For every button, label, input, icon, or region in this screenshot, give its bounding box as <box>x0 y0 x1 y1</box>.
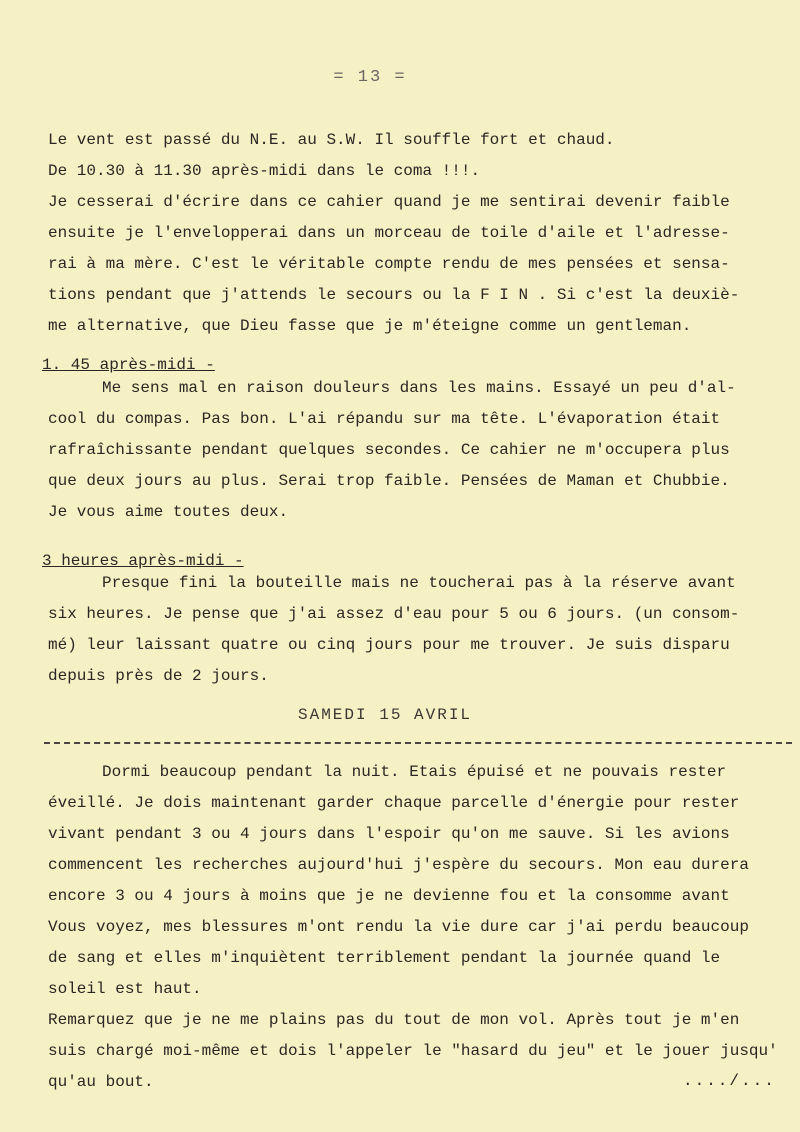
text-line: que deux jours au plus. Serai trop faible. Pensées de Maman et Chubbie. <box>48 472 730 490</box>
text-line: Vous voyez, mes blessures m'ont rendu la vie dure car j'ai perdu beaucoup <box>48 918 749 936</box>
text-line: Me sens mal en raison douleurs dans les mains. Essayé un peu d'al- <box>102 379 736 397</box>
entry-heading-3-heures: 3 heures après-midi - <box>42 552 244 570</box>
text-line: cool du compas. Pas bon. L'ai répandu sur ma tête. L'évaporation était <box>48 410 721 428</box>
text-line: encore 3 ou 4 jours à moins que je ne devienne fou et la consomme avant <box>48 887 730 905</box>
text-line: Je vous aime toutes deux. <box>48 503 289 521</box>
text-line: rai à ma mère. C'est le véritable compte rendu de mes pensées et sensa- <box>48 255 730 273</box>
text-line: suis chargé moi-même et dois l'appeler le "hasard du jeu" et le jouer jusqu' <box>48 1042 778 1060</box>
text-line: commencent les recherches aujourd'hui j'espère du secours. Mon eau durera <box>48 856 749 874</box>
entry-3-heures-body <box>48 568 800 692</box>
text-line: depuis près de 2 jours. <box>48 667 269 685</box>
text-line: de sang et elles m'inquiètent terriblement pendant la journée quand le <box>48 949 721 967</box>
continuation-mark: ..../... <box>683 1072 776 1090</box>
entry-1-45-body <box>48 373 800 528</box>
text-line: six heures. Je pense que j'ai assez d'eau pour 5 ou 6 jours. (un consom- <box>48 605 740 623</box>
section-title-date: SAMEDI 15 AVRIL <box>298 706 473 724</box>
text-line: ensuite je l'envelopperai dans un morceau de toile d'aile et l'adresse- <box>48 224 730 242</box>
text-line: me alternative, que Dieu fasse que je m'éteigne comme un gentleman. <box>48 317 692 335</box>
text-line: mé) leur laissant quatre ou cinq jours pour me trouver. Je suis disparu <box>48 636 730 654</box>
entry-heading-1-45: 1. 45 après-midi - <box>42 356 215 374</box>
text-line: qu'au bout. <box>48 1073 154 1091</box>
intro-paragraph <box>48 125 800 342</box>
dashed-divider <box>44 742 792 744</box>
text-line: Le vent est passé du N.E. au S.W. Il souffle fort et chaud. <box>48 131 615 149</box>
text-line: Dormi beaucoup pendant la nuit. Etais épuisé et ne pouvais rester <box>102 763 727 781</box>
text-line: éveillé. Je dois maintenant garder chaque parcelle d'énergie pour rester <box>48 794 740 812</box>
text-line: vivant pendant 3 ou 4 jours dans l'espoir qu'on me sauve. Si les avions <box>48 825 730 843</box>
text-line: Presque fini la bouteille mais ne toucherai pas à la réserve avant <box>102 574 736 592</box>
text-line: De 10.30 à 11.30 après-midi dans le coma !!!. <box>48 162 481 180</box>
text-line: rafraîchissante pendant quelques secondes. Ce cahier ne m'occupera plus <box>48 441 730 459</box>
entry-samedi-body <box>48 757 800 1098</box>
page-number: = 13 = <box>333 68 407 87</box>
text-line: Je cesserai d'écrire dans ce cahier quand je me sentirai devenir faible <box>48 193 730 211</box>
text-line: soleil est haut. <box>48 980 202 998</box>
text-line: Remarquez que je ne me plains pas du tout de mon vol. Après tout je m'en <box>48 1011 740 1029</box>
text-line: tions pendant que j'attends le secours ou la F I N . Si c'est la deuxiè- <box>48 286 740 304</box>
